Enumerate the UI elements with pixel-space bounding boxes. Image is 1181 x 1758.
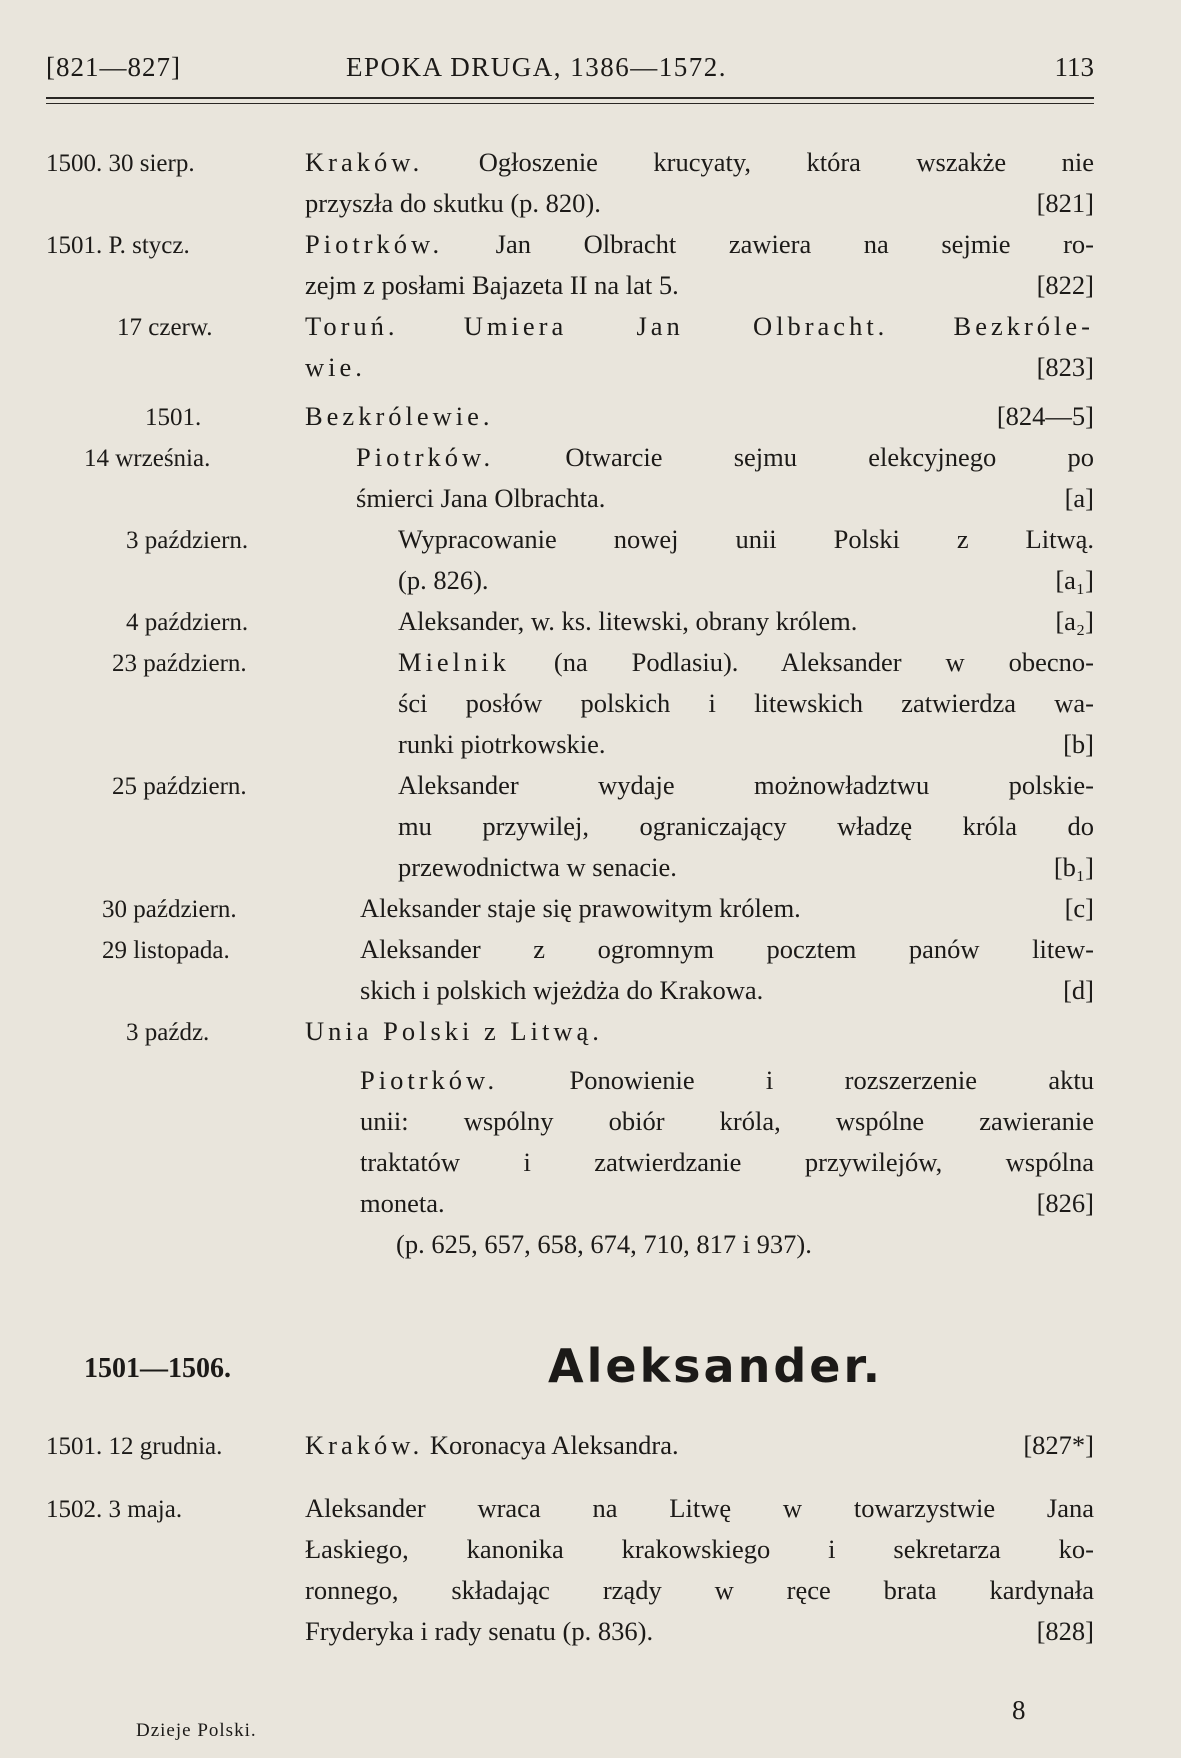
entry-text: Wypracowanie nowej unii Polski z Litwą. xyxy=(398,524,1094,554)
entry-date: 14 września. xyxy=(84,445,211,472)
entry-text: (na Podlasiu). Aleksander w obecno- xyxy=(553,647,1094,677)
entry-reference: [823] xyxy=(1036,352,1094,382)
entry-date: 1501. xyxy=(145,404,202,431)
entry-text: Ogłoszenie krucyaty, która wszakże nie xyxy=(478,147,1094,177)
running-header xyxy=(46,52,1094,92)
entry-reference: [c] xyxy=(1064,893,1094,923)
header-entry-range: [821—827] xyxy=(46,52,181,82)
entry-text: Umiera Jan Olbracht. xyxy=(463,311,889,341)
entry-text: Ponowienie i rozszerzenie aktu xyxy=(569,1065,1095,1095)
entry-date: 1501. 12 grudnia. xyxy=(46,1433,223,1460)
entry-date: 1502. 3 maja. xyxy=(46,1496,183,1523)
entry-text: ronnego, składając rządy w ręce brata kardynała xyxy=(305,1575,1094,1605)
entry-text: traktatów i zatwierdzanie przywilejów, wspólna xyxy=(360,1147,1094,1177)
entry-text: Koronacya Aleksandra. xyxy=(429,1430,679,1460)
entry-text: skich i polskich wjeżdża do Krakowa. xyxy=(360,975,764,1005)
section-years: 1501—1506. xyxy=(84,1353,231,1384)
entry-text: Aleksander, w. ks. litewski, obrany królem. xyxy=(398,606,858,636)
entry-date: 23 październ. xyxy=(112,650,247,677)
entry-date: 17 czerw. xyxy=(117,314,213,341)
entry-date: 29 listopada. xyxy=(102,937,230,964)
entry-text: przewodnictwa w senacie. xyxy=(398,852,677,882)
section-title: Aleksander. xyxy=(548,1339,884,1393)
entry-place: Unia Polski z Litwą. xyxy=(305,1016,603,1046)
entry-text: Jan Olbracht zawiera na sejmie ro- xyxy=(495,229,1095,259)
entry-reference: [d] xyxy=(1063,975,1094,1005)
entry-reference: [828] xyxy=(1036,1616,1094,1646)
entry-text: Łaskiego, kanonika krakowskiego i sekretarza ko- xyxy=(305,1534,1094,1564)
entry-text: Aleksander wraca na Litwę w towarzystwie Jana xyxy=(305,1493,1094,1523)
entry-place: Mielnik xyxy=(398,647,510,677)
section-heading xyxy=(0,1333,1181,1393)
entry-text: moneta. xyxy=(360,1188,445,1218)
entry-text: Otwarcie sejmu elekcyjnego po xyxy=(565,442,1095,472)
header-title: EPOKA DRUGA, 1386—1572. xyxy=(346,52,728,82)
entry-reference: [a₁] xyxy=(1055,565,1094,595)
entry-reference: [a] xyxy=(1064,483,1094,513)
entry-place: Piotrków. xyxy=(360,1065,499,1095)
entry-date: 25 październ. xyxy=(112,773,247,800)
entry-text: przyszła do skutku (p. 820). xyxy=(305,188,601,218)
entry-text: unii: wspólny obiór króla, wspólne zawieranie xyxy=(360,1106,1094,1136)
entry-text: ści posłów polskich i litewskich zatwierdza wa- xyxy=(398,688,1094,718)
entry-reference: [821] xyxy=(1036,188,1094,218)
entry-reference: [824—5] xyxy=(996,401,1094,431)
entry-text: (p. 826). xyxy=(398,565,489,595)
entry-date: 1500. 30 sierp. xyxy=(46,150,195,177)
entry-place: Piotrków. xyxy=(305,229,444,259)
entry-reference: [827*] xyxy=(1023,1430,1094,1460)
page-number: 113 xyxy=(1054,52,1094,82)
entry-text: śmierci Jana Olbrachta. xyxy=(356,483,606,513)
header-rule xyxy=(46,97,1094,99)
entry-text: zejm z posłami Bajazeta II na lat 5. xyxy=(305,270,679,300)
entry-text: mu przywilej, ograniczający władzę króla do xyxy=(398,811,1094,841)
entry-date: 30 październ. xyxy=(102,896,237,923)
entry-text: (p. 625, 657, 658, 674, 710, 817 i 937). xyxy=(396,1229,812,1259)
entry-text: Aleksander staje się prawowitym królem. xyxy=(360,893,801,923)
entry-text: Fryderyka i rady senatu (p. 836). xyxy=(305,1616,654,1646)
entry-date: 4 październ. xyxy=(126,609,249,636)
entry-reference: [826] xyxy=(1036,1188,1094,1218)
entry-text: Aleksander z ogromnym pocztem panów litew- xyxy=(360,934,1094,964)
entry-reference: [a₂] xyxy=(1055,606,1094,636)
header-rule xyxy=(46,103,1094,104)
entry-date: 3 październ. xyxy=(126,527,249,554)
entry-place: Piotrków. xyxy=(356,442,495,472)
footer-book-title: Dzieje Polski. xyxy=(136,1720,257,1741)
entry-place: Toruń. xyxy=(305,311,399,341)
entry-date: 3 paźdz. xyxy=(126,1019,210,1046)
entry-reference: [b₁] xyxy=(1053,852,1094,882)
entry-place: Kraków. xyxy=(305,147,424,177)
signature-mark: 8 xyxy=(1012,1695,1026,1725)
entry-reference: [822] xyxy=(1036,270,1094,300)
entry-text: Bezkróle- xyxy=(953,311,1095,341)
entry-place: Kraków. xyxy=(305,1430,424,1460)
entry-text: wie. xyxy=(305,352,366,382)
entry-date: 1501. P. stycz. xyxy=(46,232,190,259)
entry-text: runki piotrkowskie. xyxy=(398,729,606,759)
entry-place: Bezkrólewie. xyxy=(305,401,494,431)
entry-reference: [b] xyxy=(1063,729,1094,759)
entry-text: Aleksander wydaje możnowładztwu polskie- xyxy=(398,770,1094,800)
